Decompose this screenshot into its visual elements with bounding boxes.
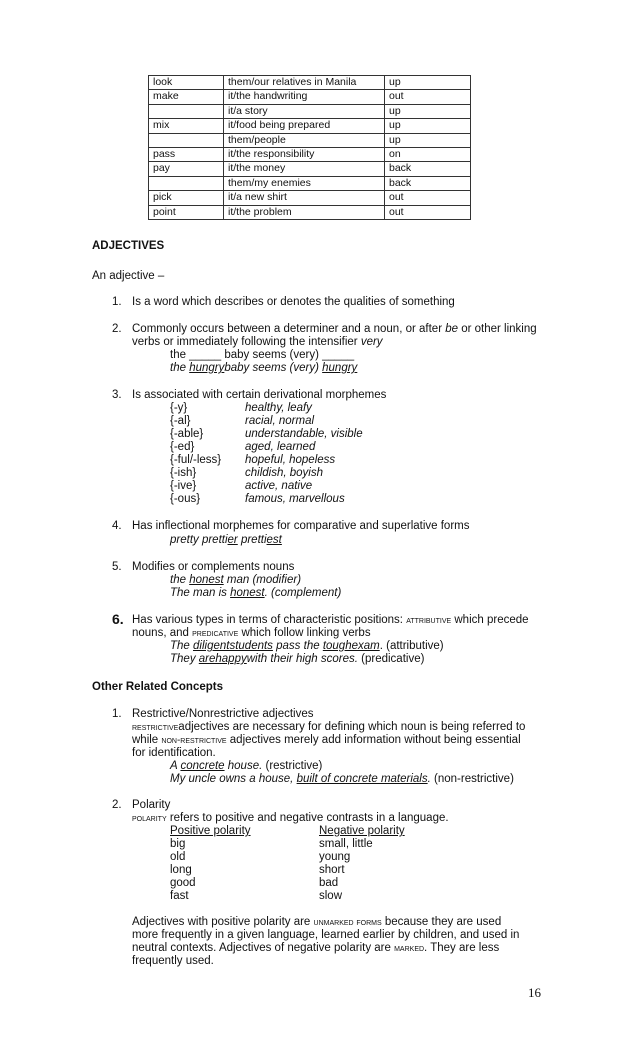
paragraph-line: neutral contexts. Adjectives of negative polarity are marked. They are less	[132, 942, 500, 954]
table-row	[149, 76, 471, 90]
positive-adjective: old	[170, 851, 186, 863]
table-row	[149, 191, 471, 205]
positive-polarity-heading: Positive polarity	[170, 825, 251, 837]
paragraph-line: more frequently in a given language, learned earlier by children, and used in	[132, 929, 520, 941]
negative-adjective: young	[319, 851, 351, 863]
table-cell: them/my enemies	[224, 176, 385, 190]
table-row	[149, 162, 471, 176]
item-text: Has various types in terms of characteristic positions: attributive which precede	[132, 614, 529, 626]
intro-text: An adjective –	[92, 270, 165, 282]
table-cell	[149, 104, 224, 118]
table-cell: back	[385, 162, 471, 176]
item-text: Commonly occurs between a determiner and a noun, or after be or other linking	[132, 323, 537, 335]
example-line: the hungrybaby seems (very) hungry	[170, 362, 358, 374]
item-text: Polarity	[132, 799, 171, 811]
item-number: 2.	[112, 799, 122, 811]
example-line: They arehappywith their high scores. (predicative)	[170, 653, 425, 665]
table-row	[149, 205, 471, 219]
table-cell: it/food being prepared	[224, 119, 385, 133]
item-text: verbs or immediately following the intensifier very	[132, 336, 383, 348]
phrasal-verb-table	[148, 75, 471, 220]
item-text: while non-restrictive adjectives merely add information without being essential	[132, 734, 521, 746]
morpheme-example: understandable, visible	[245, 428, 363, 440]
item-number: 6.	[112, 611, 124, 627]
table-row	[149, 119, 471, 133]
table-cell	[149, 176, 224, 190]
table-cell: it/a new shirt	[224, 191, 385, 205]
page-number: 16	[528, 985, 541, 1000]
negative-adjective: slow	[319, 890, 343, 902]
table-row	[149, 133, 471, 147]
item-number: 5.	[112, 561, 122, 573]
example-line: A concrete house. (restrictive)	[170, 760, 323, 772]
morpheme: {-ish}	[170, 467, 197, 479]
morpheme-example: racial, normal	[245, 415, 315, 427]
example-line: the honest man (modifier)	[170, 574, 302, 586]
table-cell: make	[149, 90, 224, 104]
table-cell	[149, 133, 224, 147]
table-cell: it/a story	[224, 104, 385, 118]
example-line: pretty prettier prettiest	[170, 534, 282, 546]
negative-adjective: small, little	[319, 838, 373, 850]
item-text: Is associated with certain derivational morphemes	[132, 389, 387, 401]
table-row	[149, 176, 471, 190]
table-cell: up	[385, 76, 471, 90]
example-line: the _____ baby seems (very) _____	[170, 349, 355, 361]
morpheme-example: aged, learned	[245, 441, 316, 453]
table-cell: them/people	[224, 133, 385, 147]
table-cell: out	[385, 205, 471, 219]
example-line: The diligentstudents pass the toughexam. (attributive)	[170, 640, 444, 652]
morpheme: {-ful/-less}	[170, 454, 222, 466]
table-cell: up	[385, 119, 471, 133]
table-cell: pick	[149, 191, 224, 205]
morpheme: {-y}	[170, 402, 188, 414]
negative-adjective: bad	[319, 877, 339, 889]
item-text: Restrictive/Nonrestrictive adjectives	[132, 708, 314, 720]
item-text: nouns, and predicative which follow linking verbs	[132, 627, 371, 639]
table-cell: pay	[149, 162, 224, 176]
item-number: 4.	[112, 520, 122, 532]
morpheme-example: hopeful, hopeless	[245, 454, 336, 466]
morpheme: {-ive}	[170, 480, 197, 492]
example-line: My uncle owns a house, built of concrete materials. (non-restrictive)	[170, 773, 514, 785]
table-row	[149, 147, 471, 161]
morpheme-example: healthy, leafy	[245, 402, 312, 414]
table-cell: look	[149, 76, 224, 90]
table-cell: out	[385, 90, 471, 104]
paragraph-line: Adjectives with positive polarity are unmarked forms because they are used	[132, 916, 502, 928]
section-heading-other-concepts: Other Related Concepts	[92, 681, 223, 693]
negative-adjective: short	[319, 864, 345, 876]
table-cell: up	[385, 133, 471, 147]
item-text: polarity refers to positive and negative contrasts in a language.	[132, 812, 449, 824]
item-text: Has inflectional morphemes for comparative and superlative forms	[132, 520, 470, 532]
item-number: 2.	[112, 323, 122, 335]
paragraph-line: frequently used.	[132, 955, 214, 967]
table-cell: them/our relatives in Manila	[224, 76, 385, 90]
table-cell: pass	[149, 147, 224, 161]
morpheme: {-ous}	[170, 493, 201, 505]
item-text: Modifies or complements nouns	[132, 561, 295, 573]
item-number: 1.	[112, 708, 122, 720]
item-text: Is a word which describes or denotes the qualities of something	[132, 296, 455, 308]
positive-adjective: fast	[170, 890, 189, 902]
positive-adjective: long	[170, 864, 192, 876]
table-row	[149, 104, 471, 118]
item-text: for identification.	[132, 747, 216, 759]
table-row	[149, 90, 471, 104]
item-text: restrictiveadjectives are necessary for defining which noun is being referred to	[132, 721, 526, 733]
table-cell: on	[385, 147, 471, 161]
table-cell: back	[385, 176, 471, 190]
negative-polarity-heading: Negative polarity	[319, 825, 405, 837]
table-cell: it/the problem	[224, 205, 385, 219]
table-cell: it/the responsibility	[224, 147, 385, 161]
item-number: 1.	[112, 296, 122, 308]
section-heading-adjectives: ADJECTIVES	[92, 240, 165, 252]
table-cell: it/the handwriting	[224, 90, 385, 104]
morpheme-example: famous, marvellous	[245, 493, 345, 505]
item-number: 3.	[112, 389, 122, 401]
morpheme: {-ed}	[170, 441, 195, 453]
table-cell: mix	[149, 119, 224, 133]
positive-adjective: good	[170, 877, 196, 889]
table-cell: out	[385, 191, 471, 205]
positive-adjective: big	[170, 838, 186, 850]
morpheme-example: active, native	[245, 480, 313, 492]
morpheme: {-able}	[170, 428, 204, 440]
table-cell: it/the money	[224, 162, 385, 176]
table-cell: up	[385, 104, 471, 118]
morpheme-example: childish, boyish	[245, 467, 323, 479]
table-cell: point	[149, 205, 224, 219]
morpheme: {-al}	[170, 415, 191, 427]
example-line: The man is honest. (complement)	[170, 587, 342, 599]
